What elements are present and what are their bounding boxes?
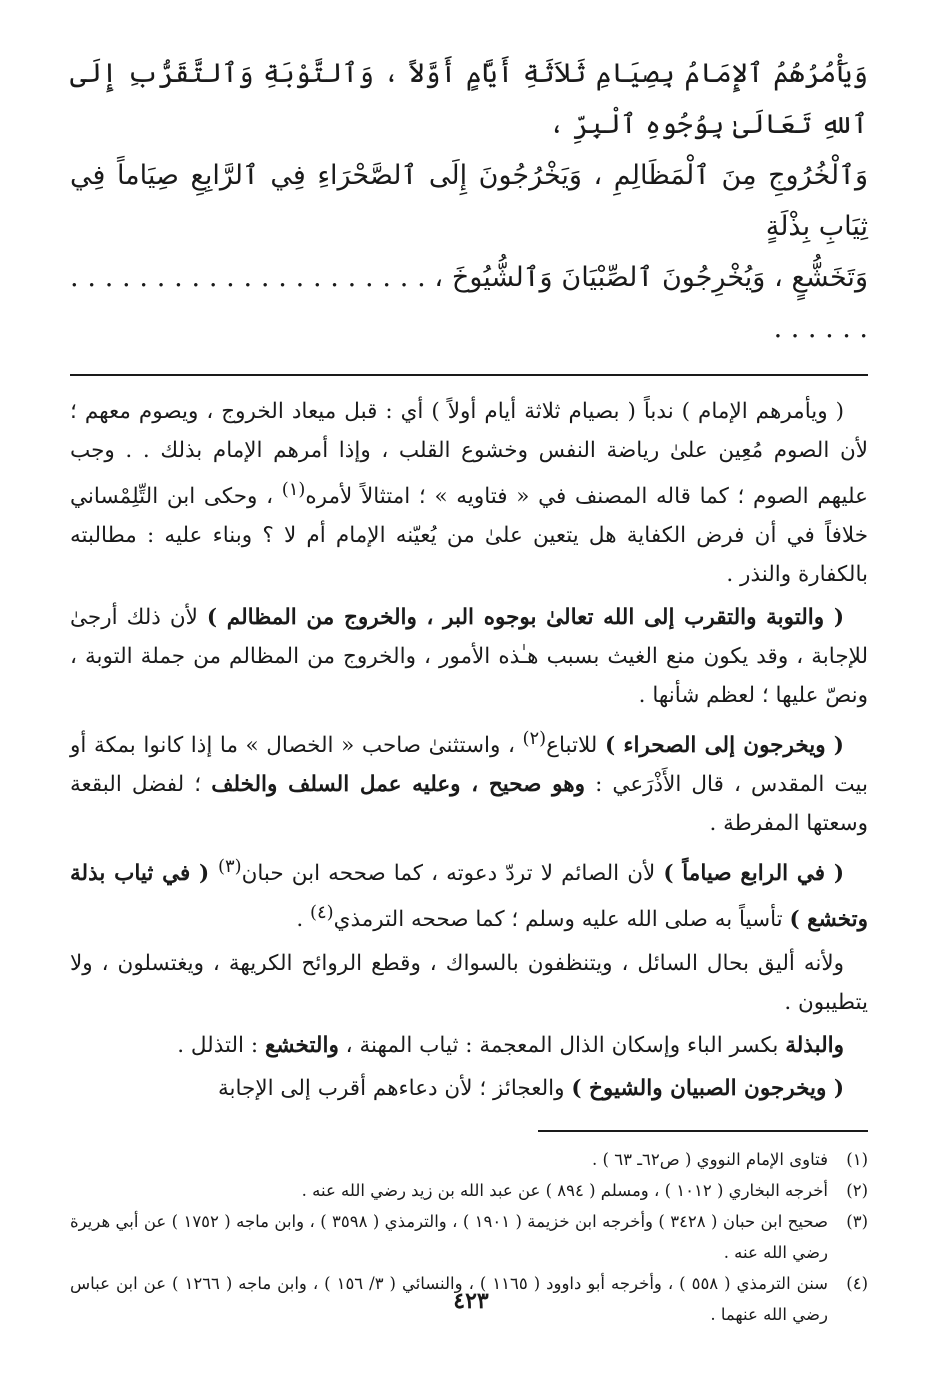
footnote-number: (٤) <box>846 1273 868 1293</box>
main-text-line: وَتَخَشُّعٍ ، وَيُخْرِجُونَ ٱلصِّبْيَانَ وَٱلشُّيُوخَ ، . . . . . . . . . . . . . . . . . . . . . . . . . . . <box>70 262 868 344</box>
footnote <box>70 1144 868 1175</box>
main-text-line: وَيَأْمُرُهُمُ ٱلإِمَامُ بِصِيَامِ ثَلاَثَةِ أَيَّامٍ أَوَّلاً ، وَٱلتَّوْبَةِ وَٱلتَّقَرُّبِ إِلَى ٱللهِ تَعَالَىٰ بِوُجُوهِ ٱلْبِرِّ ، <box>70 58 868 140</box>
footnote-number: (٢) <box>846 1180 868 1200</box>
footnote-number: (١) <box>846 1149 868 1169</box>
footnote-text: أخرجه البخاري ( ١٠١٢ ) ، ومسلم ( ٨٩٤ ) عن عبد الله بن زيد رضي الله عنه . <box>301 1180 828 1200</box>
commentary <box>70 392 868 1108</box>
commentary-paragraph: ( ويأمرهم الإمام ) ندباً ( بصيام ثلاثة أيام أولاً ) أي : قبل ميعاد الخروج ، ويصوم معهم ؛ لأن الصوم مُعِين علىٰ رياضة النفس وخشوع القلب ، وإذا أمرهم الإمام بذلك . . وجب عليهم الصوم ؛ كما قاله المصنف في « فتاويه » ؛ امتثالاً لأمره$^{(١)}$ ، وحكى ابن التِّلِمْساني خلافاً في أن فرض الكفاية هل يتعين علىٰ من يُعيّنه الإمام أم لا ؟ وبناء عليه : مطالبته بالكفارة والنذر . <box>70 399 868 588</box>
footnote <box>70 1206 868 1268</box>
commentary-paragraph: ( ويخرجون الصبيان والشيوخ ) والعجائز ؛ لأن دعاءهم أقرب إلى الإجابة <box>218 1075 844 1101</box>
commentary-paragraph: والبذلة بكسر الباء وإسكان الذال المعجمة : ثياب المهنة ، والتخشع : التذلل . <box>177 1032 844 1058</box>
main-text <box>70 48 868 354</box>
footnote-divider <box>538 1130 868 1132</box>
main-text-line: وَٱلْخُرُوجِ مِنَ ٱلْمَظَالِمِ ، وَيَخْرُجُونَ إِلَى ٱلصَّحْرَاءِ فِي ٱلرَّابِعِ صِيَاماً فِي ثِيَابِ بِذْلَةٍ <box>70 160 868 242</box>
footnote-ref[interactable]: (٢) <box>522 728 547 750</box>
commentary-paragraph: ( ويخرجون إلى الصحراء ) للاتباع$^{(٢)}$ ، واستثنىٰ صاحب « الخصال » ما إذا كانوا بمكة أو بيت المقدس ، قال الأَذْرَعي : وهو صحيح ، وعليه عمل السلف والخلف ؛ لفضل البقعة وسعتها المفرطة . <box>70 728 868 837</box>
footnote-text: فتاوى الإمام النووي ( ص٦٢ـ ٦٣ ) . <box>592 1149 828 1169</box>
main-text-divider <box>70 374 868 376</box>
footnote-ref[interactable]: (٤) <box>310 902 334 924</box>
commentary-paragraph: ولأنه أليق بحال السائل ، ويتنظفون بالسواك ، وقطع الروائح الكريهة ، ويغتسلون ، ولا يتطيبون . <box>70 950 868 1015</box>
commentary-paragraph: ( في الرابع صياماً ) لأن الصائم لا تردّ دعوته ، كما صححه ابن حبان$^{(٣)}$ ( في ثياب بذلة وتخشع ) تأسياً به صلى الله عليه وسلم ؛ كما صححه الترمذي$^{(٤)}$ . <box>70 856 868 933</box>
footnote-ref[interactable]: (١) <box>281 479 306 500</box>
footnote-text: سنن الترمذي ( ٥٥٨ ) ، وأخرجه أبو داوود ( ١١٦٥ ) ، والنسائي ( ٣/ ١٥٦ ) ، وابن ماجه ( ١٢٦٦ ) عن ابن عباس رضي الله عنهما . <box>70 1273 828 1324</box>
footnote-number: (٣) <box>846 1211 868 1231</box>
footnote <box>70 1175 868 1206</box>
footnote-ref[interactable]: (٣) <box>217 856 242 878</box>
commentary-paragraph: ( والتوبة والتقرب إلى الله تعالىٰ بوجوه البر ، والخروج من المظالم ) لأن ذلك أرجىٰ للإجابة ، وقد يكون منع الغيث بسبب هـٰذه الأمور ، والخروج من المظالم من جملة التوبة ، ونصّ عليها ؛ لعظم شأنها . <box>70 605 868 709</box>
page-number: ٤٢٣ <box>453 1288 489 1314</box>
footnote-text: صحيح ابن حبان ( ٣٤٢٨ ) وأخرجه ابن خزيمة ( ١٩٠١ ) ، والترمذي ( ٣٥٩٨ ) ، وابن ماجه ( ١٧٥٢ ) عن أبي هريرة رضي الله عنه . <box>70 1211 828 1262</box>
